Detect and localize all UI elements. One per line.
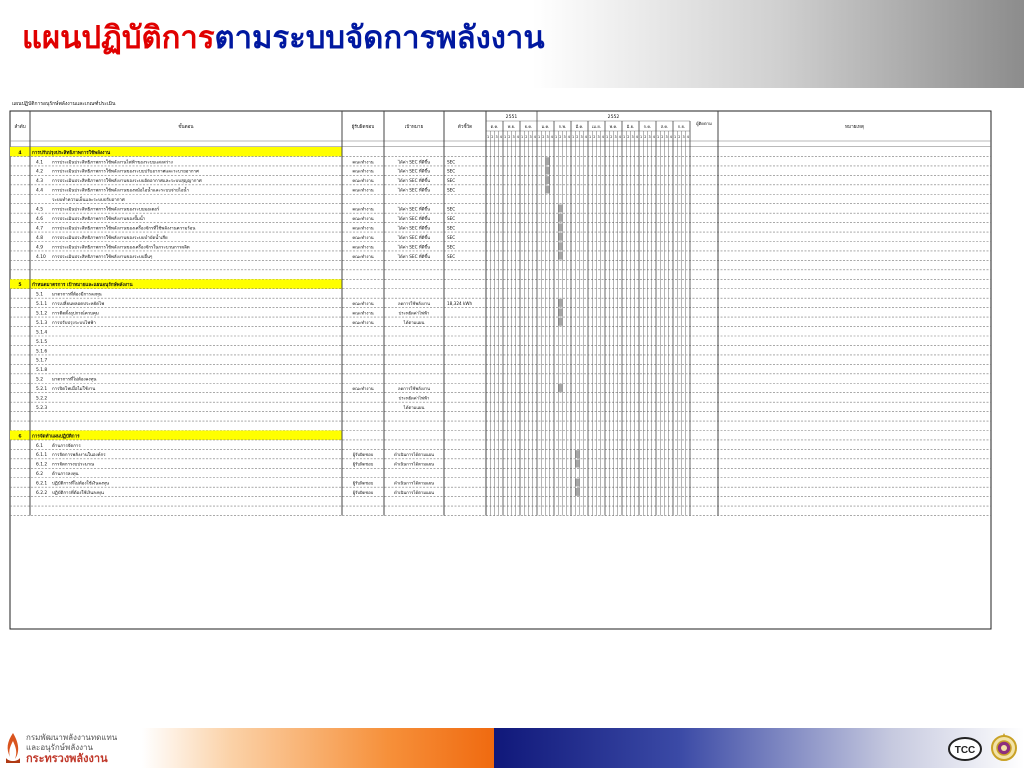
row-indicator: SEC — [447, 159, 456, 165]
header-week: 4 — [669, 135, 672, 139]
header-week: 3 — [495, 135, 498, 139]
row-step-text: ด้านการจัดการ — [52, 443, 81, 449]
header-month: ก.ค. — [643, 124, 652, 129]
schedule-mark — [558, 384, 562, 392]
row-step-text: การจัดการพลังงานในองค์กร — [52, 453, 106, 459]
header-week: 3 — [648, 135, 651, 139]
row-number: 4.2 — [36, 169, 43, 175]
header-month: พ.ย. — [507, 124, 516, 129]
row-step-text: การเปลี่ยนหลอดประหยัดไฟ — [52, 302, 105, 307]
row-indicator: 18,324 kWh — [447, 301, 473, 306]
row-number: 5.1.7 — [36, 358, 48, 364]
ministry-line-3: กระทรวงพลังงาน — [26, 752, 108, 765]
header-month: มี.ค. — [575, 124, 584, 129]
header-week: 3 — [631, 135, 634, 139]
row-number: 5.1.2 — [36, 311, 48, 317]
section-number: 4 — [18, 150, 22, 156]
schedule-mark — [558, 318, 562, 326]
slide-title — [22, 20, 545, 57]
row-number: 5.1.4 — [36, 330, 48, 336]
row-owner: คณะทำงาน — [352, 244, 374, 250]
header-indicator: ตัวชี้วัด — [457, 125, 473, 130]
header-week: 2 — [610, 135, 613, 139]
header-follow: ผู้ติดตาม — [696, 121, 712, 126]
header-week: 2 — [542, 135, 545, 139]
ministry-name — [26, 733, 117, 765]
header-week: 2 — [508, 135, 511, 139]
row-step-text: การประเมินประสิทธิภาพการใช้พลังงานของระบบอัดอากาศและระบบสุญญากาศ — [52, 179, 202, 185]
row-number: 4.6 — [36, 216, 43, 222]
schedule-mark — [575, 450, 579, 458]
header-week: 3 — [512, 135, 515, 139]
row-owner: ผู้รับผิดชอบ — [352, 452, 374, 458]
header-month: ม.ค. — [541, 124, 550, 129]
header-week: 2 — [678, 135, 681, 139]
row-target: ได้ค่า SEC ที่ดีขึ้น — [397, 168, 431, 174]
header-week: 3 — [563, 135, 566, 139]
header-month: ก.พ. — [558, 124, 567, 129]
row-step-text: การปรับปรุงระบบไฟฟ้า — [52, 320, 96, 326]
header-week: 3 — [665, 135, 668, 139]
row-indicator: SEC — [447, 244, 456, 250]
row-target: ดำเนินการได้ตามแผน — [393, 452, 435, 458]
header-week: 4 — [584, 135, 587, 139]
row-number: 5.1.8 — [36, 368, 48, 374]
row-owner: คณะทำงาน — [352, 253, 374, 259]
header-year-2552: 2552 — [607, 115, 620, 120]
row-owner: คณะทำงาน — [352, 206, 374, 212]
row-target: ได้ค่า SEC ที่ดีขึ้น — [397, 225, 431, 231]
row-number: 5.2.2 — [36, 396, 48, 402]
row-number: 5.1.5 — [36, 339, 48, 345]
header-week: 1 — [555, 135, 558, 139]
row-step-text: การประเมินประสิทธิภาพการใช้พลังงานของเครื่องจักรในกระบวนการผลิต — [52, 245, 190, 251]
header-week: 2 — [644, 135, 647, 139]
header-week: 1 — [538, 135, 541, 139]
row-owner: ผู้รับผิดชอบ — [352, 480, 374, 486]
schedule-mark — [558, 223, 562, 231]
row-number: 5.1.6 — [36, 349, 48, 355]
header-week: 1 — [606, 135, 609, 139]
header-week: 4 — [686, 135, 689, 139]
schedule-mark — [575, 488, 579, 496]
header-month: เม.ย. — [592, 124, 601, 129]
row-number: 4.1 — [36, 160, 43, 166]
row-indicator: SEC — [447, 215, 456, 221]
section-title: กำหนดมาตรการ เป้าหมายและแผนอนุรักษ์พลังงาน — [32, 283, 133, 289]
row-owner: ผู้รับผิดชอบ — [352, 490, 374, 495]
section-number: 6 — [18, 434, 22, 440]
header-week: 4 — [635, 135, 638, 139]
row-step-text: การประเมินประสิทธิภาพการใช้พลังงานของหม้อไอน้ำและระบบจ่ายไอน้ำ — [52, 188, 189, 194]
footer-orange-segment — [142, 728, 494, 768]
row-step-text: การปิดไฟเมื่อไม่ใช้งาน — [52, 387, 96, 393]
row-indicator: SEC — [447, 206, 456, 212]
row-number: 6.2 — [36, 472, 43, 478]
sheet-background — [8, 95, 993, 633]
header-week: 4 — [533, 135, 536, 139]
row-step-text: ปฏิบัติการที่ต้องใช้เงินลงทุน — [52, 491, 104, 496]
header-week: 4 — [652, 135, 655, 139]
row-target: ได้ค่า SEC ที่ดีขึ้น — [397, 187, 431, 193]
schedule-mark — [558, 214, 562, 222]
row-target: ประหยัดค่าไฟฟ้า — [398, 395, 430, 401]
header-remark: หมายเหตุ — [845, 125, 864, 130]
header-week: 2 — [559, 135, 562, 139]
header-week: 2 — [627, 135, 630, 139]
row-step-text: การประเมินประสิทธิภาพการใช้พลังงานไฟฟ้าของระบบแสงสว่าง — [52, 160, 173, 166]
row-number: 4.3 — [36, 179, 43, 185]
row-owner: คณะทำงาน — [352, 187, 374, 193]
row-step-text: ปฏิบัติการที่ไม่ต้องใช้เงินลงทุน — [52, 481, 109, 487]
schedule-mark — [546, 167, 550, 175]
row-number: 4.7 — [36, 226, 43, 232]
row-owner: คณะทำงาน — [352, 234, 374, 240]
header-month: ต.ค. — [490, 124, 499, 129]
header-week: 1 — [674, 135, 677, 139]
row-number: 5.2.3 — [36, 405, 48, 411]
row-step-text: ระบบทำความเย็นและระบบปรับอากาศ — [52, 198, 125, 204]
svg-text:TCC: TCC — [954, 745, 976, 756]
header-week: 1 — [487, 135, 490, 139]
row-target: ได้ค่า SEC ที่ดีขึ้น — [397, 234, 431, 240]
header-week: 2 — [661, 135, 664, 139]
row-owner: ผู้รับผิดชอบ — [352, 461, 374, 467]
schedule-mark — [546, 186, 550, 194]
row-owner: คณะทำงาน — [352, 319, 374, 325]
row-target: ประหยัดค่าไฟฟ้า — [398, 310, 430, 316]
row-step-text: มาตรการที่ต้องมีการลงทุน — [52, 292, 102, 298]
row-target: ได้ตามแผน — [403, 404, 425, 410]
row-target: ได้ค่า SEC ที่ดีขึ้น — [397, 253, 431, 259]
row-target: ดำเนินการได้ตามแผน — [393, 461, 435, 467]
ministry-line-1: กรมพัฒนาพลังงานทดแทน — [26, 733, 118, 742]
header-month: ก.ย. — [677, 124, 686, 129]
footer-bar — [0, 728, 1024, 768]
schedule-mark — [558, 252, 562, 260]
title-part-red: แผนปฏิบัติการ — [22, 20, 215, 56]
header-month: ธ.ค. — [524, 124, 533, 129]
row-step-text: ด้านการลงทุน — [52, 472, 79, 478]
row-owner: คณะทำงาน — [352, 159, 374, 165]
row-target: ได้ค่า SEC ที่ดีขึ้น — [397, 178, 431, 184]
row-step-text: การจัดการงบประมาณ — [52, 462, 95, 468]
header-steps: ขั้นตอน — [178, 125, 194, 130]
section-title: การจัดทำแผนปฏิบัติการ — [32, 434, 80, 440]
header-week: 1 — [657, 135, 660, 139]
header-week: 4 — [516, 135, 519, 139]
flame-logo-icon — [3, 731, 23, 765]
row-number: 4.10 — [36, 254, 46, 260]
row-indicator: SEC — [447, 168, 456, 174]
row-indicator: SEC — [447, 225, 456, 231]
header-month: มิ.ย. — [626, 124, 635, 129]
row-number: 5.2 — [36, 377, 43, 383]
header-week: 1 — [623, 135, 626, 139]
header-week: 2 — [525, 135, 528, 139]
royal-emblem-icon — [990, 732, 1018, 764]
header-week: 4 — [601, 135, 604, 139]
row-number: 6.2.2 — [36, 491, 48, 496]
row-owner: คณะทำงาน — [352, 215, 374, 221]
row-target: ได้ค่า SEC ที่ดีขึ้น — [397, 206, 431, 212]
row-step-text: การประเมินประสิทธิภาพการใช้พลังงานของเครื่องจักรที่ใช้พลังงานความร้อน — [52, 226, 196, 232]
header-week: 1 — [640, 135, 643, 139]
row-number: 6.1.2 — [36, 462, 48, 468]
header-month: พ.ค. — [609, 124, 618, 129]
header-week: 3 — [614, 135, 617, 139]
schedule-mark — [558, 299, 562, 307]
row-step-text: การประเมินประสิทธิภาพการใช้พลังงานของปั๊มน้ำ — [52, 216, 146, 222]
row-number: 5.1.1 — [36, 302, 48, 307]
schedule-mark — [558, 308, 562, 316]
row-number: 6.1.1 — [36, 453, 48, 459]
header-week: 1 — [572, 135, 575, 139]
row-step-text: การติดตั้งอุปกรณ์ควบคุม — [52, 311, 99, 317]
section-title: การปรับปรุงประสิทธิภาพการใช้พลังงาน — [32, 150, 111, 156]
schedule-mark — [558, 242, 562, 250]
row-owner: คณะทำงาน — [352, 225, 374, 231]
row-number: 5.1 — [36, 292, 43, 298]
row-number: 4.8 — [36, 235, 43, 241]
row-number: 4.4 — [36, 188, 43, 194]
schedule-mark — [558, 205, 562, 213]
schedule-mark — [558, 233, 562, 241]
header-week: 3 — [546, 135, 549, 139]
header-week: 3 — [682, 135, 685, 139]
section-number: 5 — [18, 283, 22, 289]
row-owner: คณะทำงาน — [352, 310, 374, 316]
row-owner: คณะทำงาน — [352, 301, 374, 306]
header-week: 1 — [504, 135, 507, 139]
header-week: 4 — [499, 135, 502, 139]
header-week: 4 — [550, 135, 553, 139]
footer-blue-segment — [494, 728, 1024, 768]
row-step-text: การประเมินประสิทธิภาพการใช้พลังงานของระบบมอเตอร์ — [52, 207, 160, 213]
row-number: 5.1.3 — [36, 320, 48, 326]
header-no: ลำดับ — [14, 125, 26, 130]
row-target: ได้ค่า SEC ที่ดีขึ้น — [397, 215, 431, 221]
row-number: 5.2.1 — [36, 387, 48, 393]
header-week: 3 — [580, 135, 583, 139]
row-indicator: SEC — [447, 253, 456, 259]
header-week: 3 — [597, 135, 600, 139]
row-owner: คณะทำงาน — [352, 168, 374, 174]
row-step-text: มาตรการที่ไม่ต้องลงทุน — [52, 377, 97, 383]
row-step-text: การประเมินประสิทธิภาพการใช้พลังงานของระบบบำบัดน้ำเสีย — [52, 235, 168, 241]
row-step-text: การประเมินประสิทธิภาพการใช้พลังงานของระบบปรับอากาศและระบายอากาศ — [52, 169, 199, 175]
header-week: 1 — [589, 135, 592, 139]
action-plan-spreadsheet — [8, 95, 993, 633]
schedule-mark — [575, 479, 579, 487]
header-week: 4 — [567, 135, 570, 139]
row-owner: คณะทำงาน — [352, 178, 374, 184]
ministry-line-2: และอนุรักษ์พลังงาน — [26, 742, 93, 752]
header-owner: ผู้รับผิดชอบ — [351, 125, 375, 130]
row-target: ดำเนินการได้ตามแผน — [393, 490, 435, 495]
sheet-heading: แผนปฏิบัติการอนุรักษ์พลังงานและเกณฑ์ประเมิน — [12, 101, 116, 107]
header-week: 2 — [491, 135, 494, 139]
header-week: 2 — [593, 135, 596, 139]
row-number: 6.1 — [36, 443, 43, 449]
row-number: 6.2.1 — [36, 481, 48, 487]
header-week: 4 — [618, 135, 621, 139]
row-number: 4.5 — [36, 207, 43, 213]
schedule-mark — [546, 176, 550, 184]
schedule-mark — [575, 460, 579, 468]
header-week: 2 — [576, 135, 579, 139]
header-month: ส.ค. — [660, 124, 669, 129]
header-week: 3 — [529, 135, 532, 139]
header-week: 1 — [521, 135, 524, 139]
header-year-2551: 2551 — [505, 115, 518, 120]
spreadsheet-grid — [8, 95, 993, 633]
row-target: ได้ค่า SEC ที่ดีขึ้น — [397, 244, 431, 250]
row-target: ได้ตามแผน — [403, 319, 425, 325]
row-target: ลดการใช้พลังงาน — [398, 301, 430, 306]
row-owner: คณะทำงาน — [352, 386, 374, 392]
schedule-mark — [546, 157, 550, 165]
row-target: ลดการใช้พลังงาน — [398, 386, 430, 392]
row-indicator: SEC — [447, 187, 456, 193]
title-part-blue: ตามระบบจัดการพลังงาน — [214, 20, 545, 56]
row-indicator: SEC — [447, 178, 456, 184]
row-number: 4.9 — [36, 245, 43, 251]
row-target: ดำเนินการได้ตามแผน — [393, 480, 435, 486]
row-target: ได้ค่า SEC ที่ดีขึ้น — [397, 159, 431, 165]
row-indicator: SEC — [447, 234, 456, 240]
header-target: เป้าหมาย — [404, 125, 424, 130]
tcc-logo-icon — [947, 736, 983, 762]
row-step-text: การประเมินประสิทธิภาพการใช้พลังงานของระบบอื่นๆ — [52, 254, 153, 260]
